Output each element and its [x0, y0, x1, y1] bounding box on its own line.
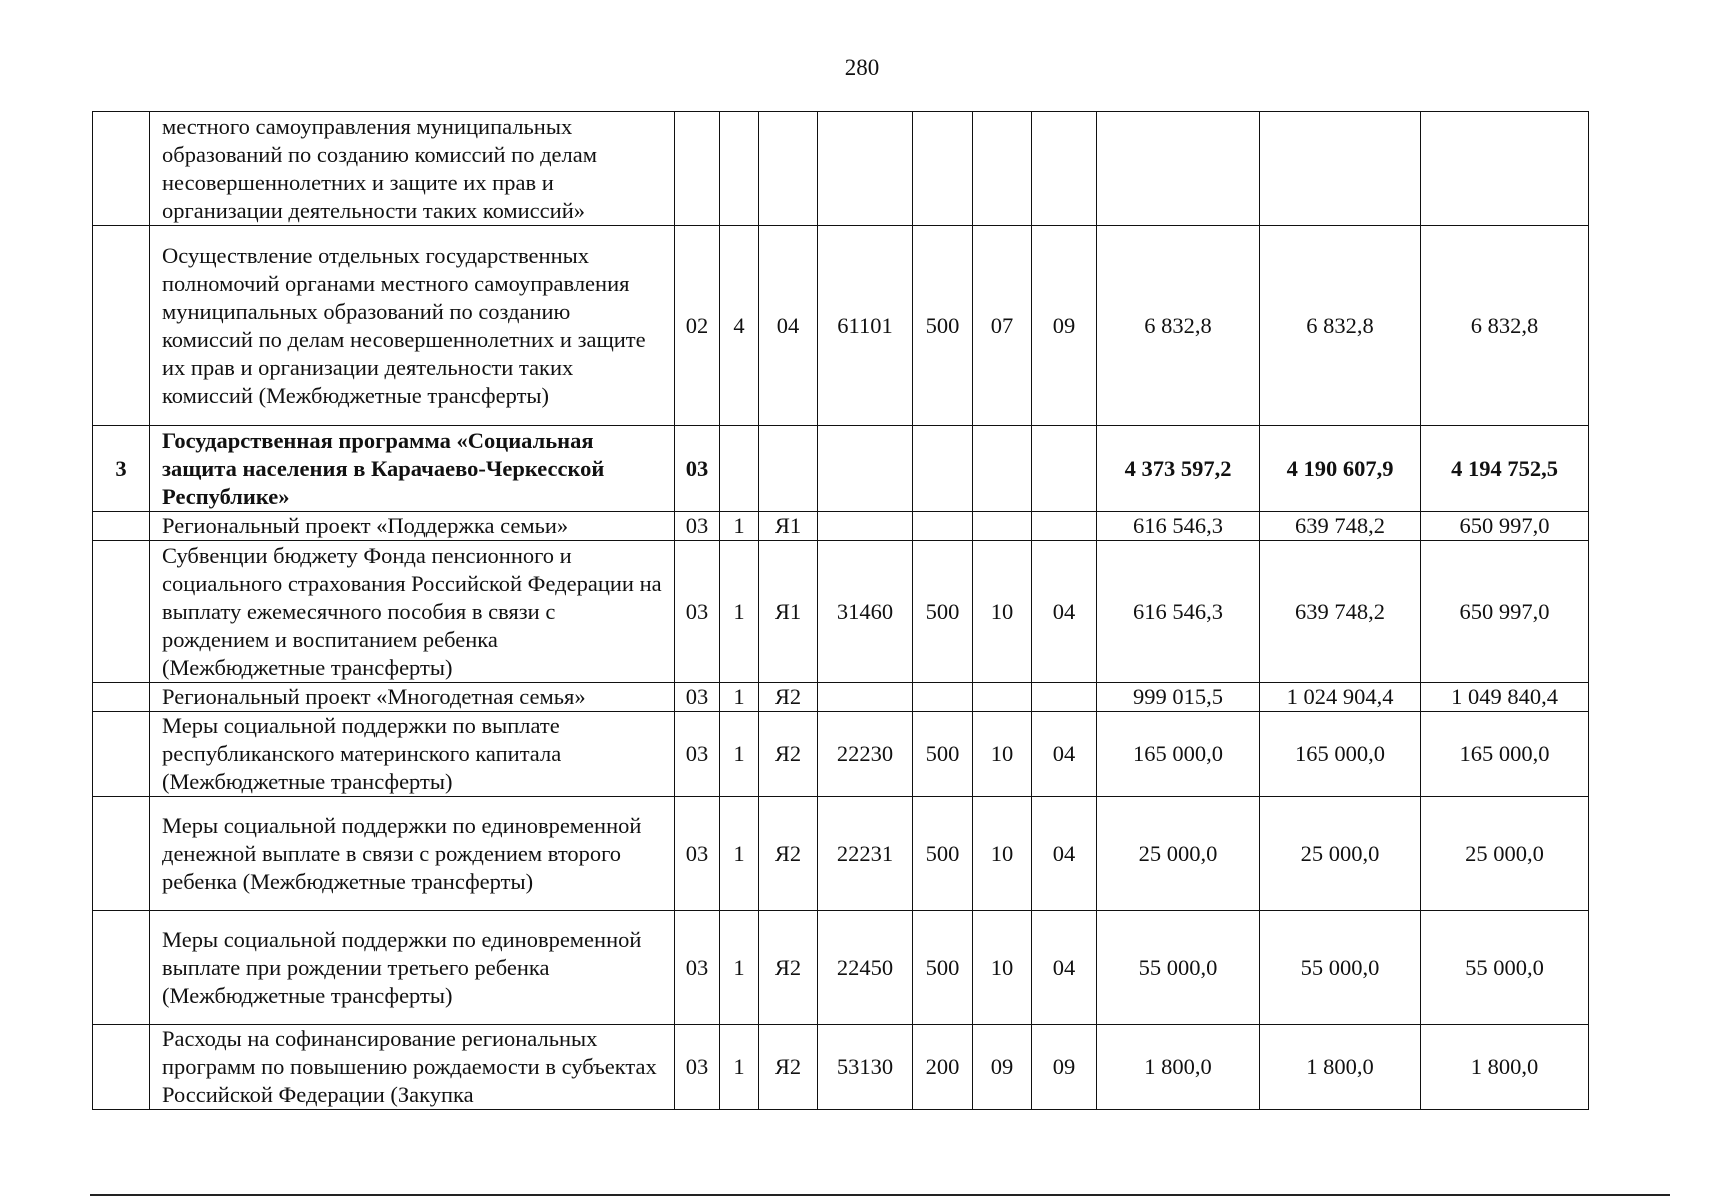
- table-row: [93, 797, 1589, 911]
- amount-year-1: 25 000,0: [1097, 797, 1260, 911]
- amount-year-1: 55 000,0: [1097, 911, 1260, 1025]
- subsection-code: 09: [1032, 226, 1097, 426]
- section-code: 10: [973, 712, 1032, 797]
- direction-code: [818, 426, 913, 512]
- amount-year-3: 650 997,0: [1421, 541, 1589, 683]
- expense-type: [913, 112, 973, 226]
- program-code: 03: [675, 541, 720, 683]
- subsection-code: [1032, 426, 1097, 512]
- row-number: [93, 541, 150, 683]
- amount-year-2: 25 000,0: [1260, 797, 1421, 911]
- subprogram-code: 4: [720, 226, 759, 426]
- subprogram-code: 1: [720, 541, 759, 683]
- amount-year-3: 165 000,0: [1421, 712, 1589, 797]
- program-code: 03: [675, 1025, 720, 1110]
- program-code: 03: [675, 426, 720, 512]
- direction-code: 22450: [818, 911, 913, 1025]
- subsection-code: 09: [1032, 1025, 1097, 1110]
- subsection-code: 04: [1032, 541, 1097, 683]
- section-code: [973, 426, 1032, 512]
- bottom-rule: [90, 1194, 1670, 1196]
- page-number: 280: [844, 55, 880, 80]
- amount-year-2: [1260, 112, 1421, 226]
- direction-code: 53130: [818, 1025, 913, 1110]
- amount-year-1: 4 373 597,2: [1097, 426, 1260, 512]
- project-code: [759, 426, 818, 512]
- section-code: 10: [973, 797, 1032, 911]
- section-code: [973, 112, 1032, 226]
- table-row: [93, 112, 1589, 226]
- row-number: [93, 712, 150, 797]
- table-row: [93, 1025, 1589, 1110]
- subsection-code: 04: [1032, 797, 1097, 911]
- project-code: Я2: [759, 683, 818, 712]
- row-description: Меры социальной поддержки по единовременной выплате при рождении третьего ребенка (Межбюджетные трансферты): [150, 911, 675, 1025]
- direction-code: 61101: [818, 226, 913, 426]
- expense-type: 500: [913, 797, 973, 911]
- subprogram-code: 1: [720, 683, 759, 712]
- row-description: Региональный проект «Поддержка семьи»: [150, 512, 675, 541]
- program-code: 03: [675, 512, 720, 541]
- amount-year-2: 55 000,0: [1260, 911, 1421, 1025]
- amount-year-2: 165 000,0: [1260, 712, 1421, 797]
- table-row: [93, 541, 1589, 683]
- amount-year-3: 650 997,0: [1421, 512, 1589, 541]
- amount-year-2: 6 832,8: [1260, 226, 1421, 426]
- amount-year-1: [1097, 112, 1260, 226]
- amount-year-1: 616 546,3: [1097, 512, 1260, 541]
- row-number: [93, 512, 150, 541]
- row-number: [93, 1025, 150, 1110]
- expense-type: 500: [913, 712, 973, 797]
- expense-type: [913, 426, 973, 512]
- section-code: 09: [973, 1025, 1032, 1110]
- table-row: [93, 512, 1589, 541]
- amount-year-3: 55 000,0: [1421, 911, 1589, 1025]
- project-code: Я2: [759, 911, 818, 1025]
- subsection-code: [1032, 112, 1097, 226]
- project-code: Я2: [759, 712, 818, 797]
- subprogram-code: 1: [720, 1025, 759, 1110]
- expense-type: 200: [913, 1025, 973, 1110]
- project-code: Я2: [759, 797, 818, 911]
- amount-year-3: 4 194 752,5: [1421, 426, 1589, 512]
- direction-code: 22231: [818, 797, 913, 911]
- section-code: 10: [973, 541, 1032, 683]
- amount-year-3: 6 832,8: [1421, 226, 1589, 426]
- amount-year-2: 1 024 904,4: [1260, 683, 1421, 712]
- subsection-code: [1032, 512, 1097, 541]
- row-description: Субвенции бюджету Фонда пенсионного и социального страхования Российской Федерации на выплату ежемесячного пособия в связи с рождением и воспитанием ребенка (Межбюджетные трансферты): [150, 541, 675, 683]
- section-code: [973, 512, 1032, 541]
- amount-year-2: 639 748,2: [1260, 541, 1421, 683]
- subprogram-code: 1: [720, 797, 759, 911]
- program-code: 02: [675, 226, 720, 426]
- project-code: Я1: [759, 512, 818, 541]
- amount-year-2: 4 190 607,9: [1260, 426, 1421, 512]
- amount-year-2: 639 748,2: [1260, 512, 1421, 541]
- row-description: Меры социальной поддержки по выплате республиканского материнского капитала (Межбюджетные трансферты): [150, 712, 675, 797]
- project-code: [759, 112, 818, 226]
- amount-year-1: 616 546,3: [1097, 541, 1260, 683]
- section-code: [973, 683, 1032, 712]
- program-code: 03: [675, 911, 720, 1025]
- section-code: 10: [973, 911, 1032, 1025]
- project-code: Я2: [759, 1025, 818, 1110]
- expense-type: [913, 683, 973, 712]
- direction-code: 31460: [818, 541, 913, 683]
- row-description: Региональный проект «Многодетная семья»: [150, 683, 675, 712]
- amount-year-1: 1 800,0: [1097, 1025, 1260, 1110]
- program-code: 03: [675, 712, 720, 797]
- row-number: [93, 911, 150, 1025]
- project-code: 04: [759, 226, 818, 426]
- budget-table: [92, 111, 1589, 1110]
- row-number: [93, 797, 150, 911]
- subprogram-code: 1: [720, 911, 759, 1025]
- expense-type: 500: [913, 911, 973, 1025]
- direction-code: 22230: [818, 712, 913, 797]
- table-row: [93, 712, 1589, 797]
- table-row: [93, 683, 1589, 712]
- subsection-code: 04: [1032, 712, 1097, 797]
- row-number: [93, 226, 150, 426]
- program-code: 03: [675, 683, 720, 712]
- expense-type: 500: [913, 226, 973, 426]
- row-number: 3: [93, 426, 150, 512]
- amount-year-1: 999 015,5: [1097, 683, 1260, 712]
- row-number: [93, 683, 150, 712]
- amount-year-3: 1 049 840,4: [1421, 683, 1589, 712]
- project-code: Я1: [759, 541, 818, 683]
- section-code: 07: [973, 226, 1032, 426]
- row-description: местного самоуправления муниципальных образований по созданию комиссий по делам несовершеннолетних и защите их прав и организации деятельности таких комиссий»: [150, 112, 675, 226]
- amount-year-1: 6 832,8: [1097, 226, 1260, 426]
- subprogram-code: [720, 426, 759, 512]
- program-code: 03: [675, 797, 720, 911]
- table-row: [93, 226, 1589, 426]
- subsection-code: [1032, 683, 1097, 712]
- subsection-code: 04: [1032, 911, 1097, 1025]
- amount-year-3: 1 800,0: [1421, 1025, 1589, 1110]
- amount-year-3: 25 000,0: [1421, 797, 1589, 911]
- expense-type: [913, 512, 973, 541]
- table-row: [93, 426, 1589, 512]
- row-description: Осуществление отдельных государственных полномочий органами местного самоуправления муниципальных образований по созданию комиссий по делам несовершеннолетних и защите их прав и организации деятельности таких комиссий (Межбюджетные трансферты): [150, 226, 675, 426]
- direction-code: [818, 512, 913, 541]
- amount-year-3: [1421, 112, 1589, 226]
- row-number: [93, 112, 150, 226]
- amount-year-1: 165 000,0: [1097, 712, 1260, 797]
- subprogram-code: 1: [720, 712, 759, 797]
- row-description: Меры социальной поддержки по единовременной денежной выплате в связи с рождением второго ребенка (Межбюджетные трансферты): [150, 797, 675, 911]
- direction-code: [818, 112, 913, 226]
- direction-code: [818, 683, 913, 712]
- row-description: Расходы на софинансирование региональных программ по повышению рождаемости в субъектах Российской Федерации (Закупка: [150, 1025, 675, 1110]
- row-description: Государственная программа «Социальная защита населения в Карачаево-Черкесской Республике»: [150, 426, 675, 512]
- subprogram-code: 1: [720, 512, 759, 541]
- amount-year-2: 1 800,0: [1260, 1025, 1421, 1110]
- subprogram-code: [720, 112, 759, 226]
- table-row: [93, 911, 1589, 1025]
- program-code: [675, 112, 720, 226]
- expense-type: 500: [913, 541, 973, 683]
